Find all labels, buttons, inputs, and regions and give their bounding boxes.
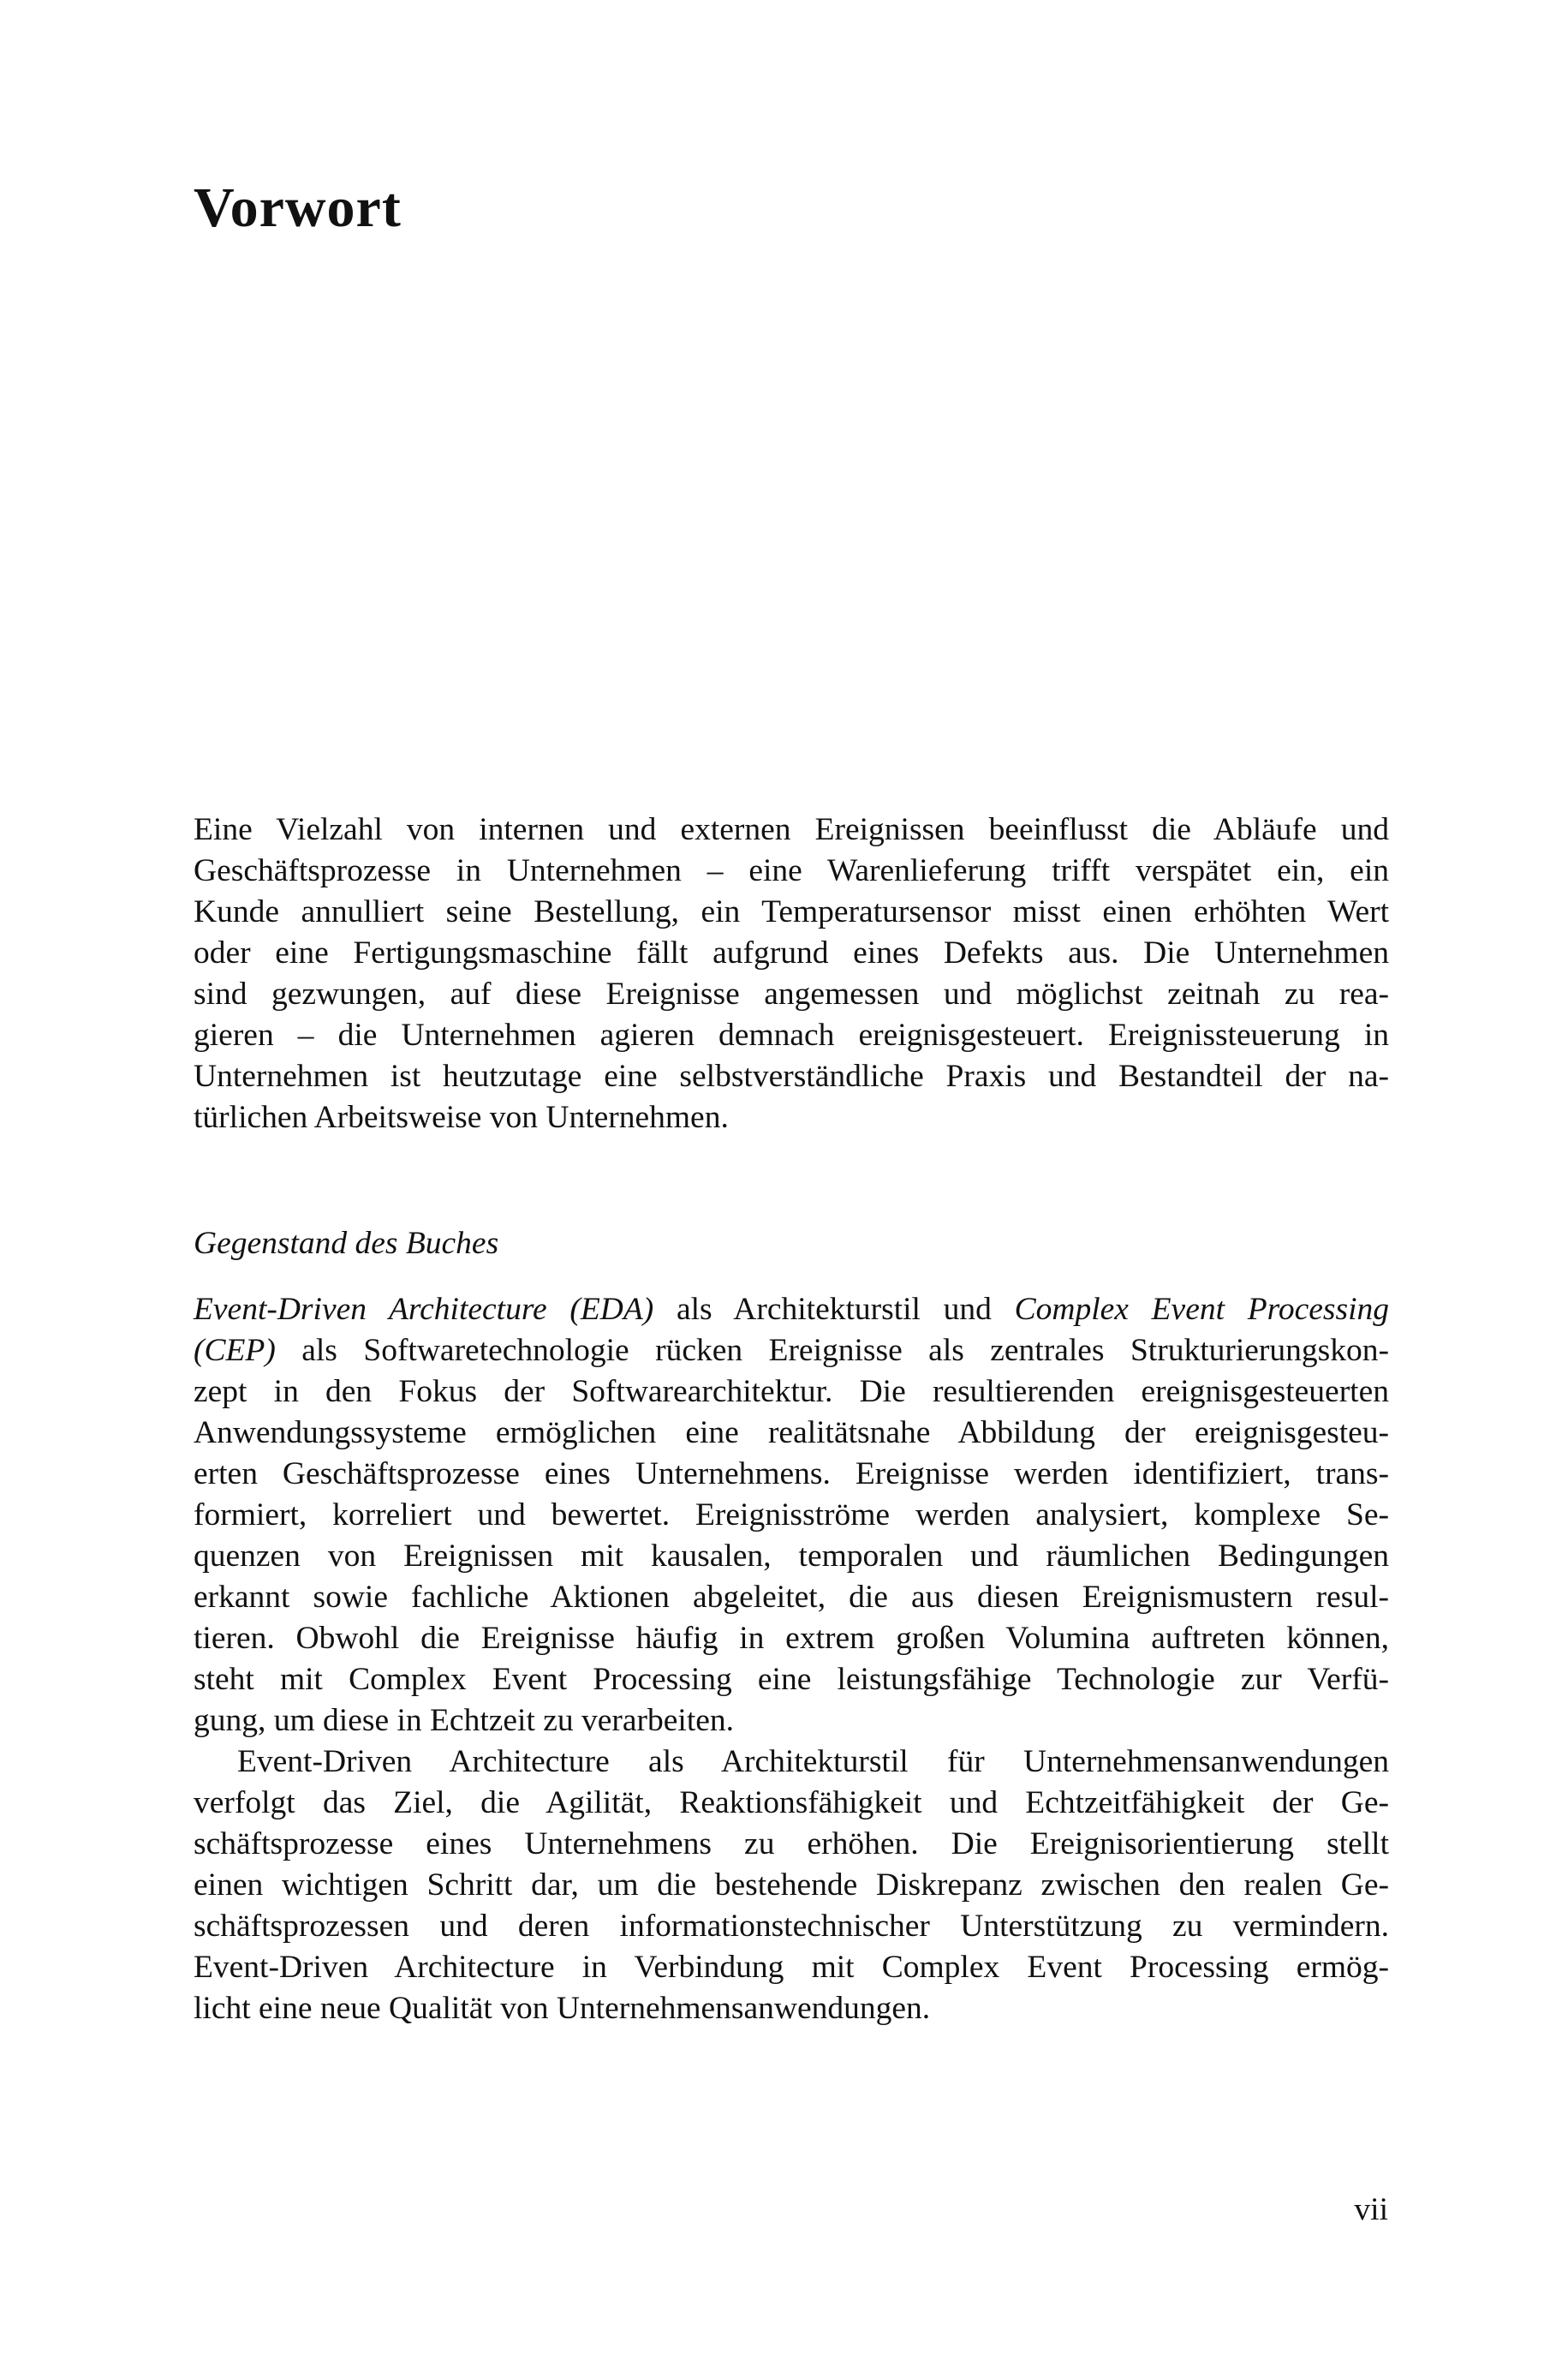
para2-line: verfolgt das Ziel, die Agilität, Reaktionsfähigkeit und Echtzeitfähigkeit der Ge-: [194, 1785, 1389, 1820]
para2-line: einen wichtigen Schritt dar, um die bestehende Diskrepanz zwischen den realen Ge-: [194, 1867, 1389, 1903]
para2-line: Event-Driven Architecture in Verbindung mit Complex Event Processing ermög-: [194, 1950, 1389, 1985]
para1-line: steht mit Complex Event Processing eine leistungsfähige Technologie zur Verfü-: [194, 1662, 1389, 1697]
para1-line: Anwendungssysteme ermöglichen eine realitätsnahe Abbildung der ereignisgesteu-: [194, 1415, 1389, 1450]
para1-line: zept in den Fokus der Softwarearchitektur. Die resultierenden ereignisgesteuerten: [194, 1374, 1389, 1409]
line-text: als Architekturstil und: [653, 1292, 1015, 1327]
term-cep-abbr: (CEP): [194, 1333, 276, 1368]
para1-line: gung, um diese in Echtzeit zu verarbeiten.: [194, 1703, 735, 1738]
intro-line: Eine Vielzahl von internen und externen Ereignissen beeinflusst die Abläufe und: [194, 812, 1389, 847]
intro-line: oder eine Fertigungsmaschine fällt aufgrund eines Defekts aus. Die Unternehmen: [194, 935, 1389, 971]
para1-line: formiert, korreliert und bewertet. Ereignisströme werden analysiert, komplexe Se-: [194, 1497, 1389, 1533]
term-cep: Complex Event Processing: [1014, 1292, 1389, 1327]
para2-line: schäftsprozesse eines Unternehmens zu erhöhen. Die Ereignisorientierung stellt: [194, 1826, 1389, 1861]
term-eda: Event-Driven Architecture (EDA): [194, 1292, 654, 1327]
para2-line: schäftsprozessen und deren informationstechnischer Unterstützung zu vermindern.: [194, 1909, 1389, 1944]
para2-line: Event-Driven Architecture als Architekturstil für Unternehmensanwendungen: [237, 1744, 1389, 1779]
para1-line: [194, 1330, 1389, 1371]
para1-line: erkannt sowie fachliche Aktionen abgeleitet, die aus diesen Ereignismustern resul-: [194, 1580, 1389, 1615]
para2-line: licht eine neue Qualität von Unternehmensanwendungen.: [194, 1991, 931, 2026]
intro-line: türlichen Arbeitsweise von Unternehmen.: [194, 1100, 729, 1135]
para1-line: quenzen von Ereignissen mit kausalen, temporalen und räumlichen Bedingungen: [194, 1539, 1389, 1574]
page-number: vii: [1354, 2192, 1388, 2227]
intro-line: Geschäftsprozesse in Unternehmen – eine Warenlieferung trifft verspätet ein, ein: [194, 853, 1389, 888]
intro-line: Unternehmen ist heutzutage eine selbstverständliche Praxis und Bestandteil der na-: [194, 1059, 1389, 1094]
section-heading: Gegenstand des Buches: [194, 1226, 499, 1261]
intro-line: Kunde annulliert seine Bestellung, ein Temperatursensor misst einen erhöhten Wert: [194, 894, 1389, 929]
para1-line: [194, 1289, 1389, 1330]
para1-line: erten Geschäftsprozesse eines Unternehmens. Ereignisse werden identifiziert, trans-: [194, 1456, 1389, 1491]
intro-line: gieren – die Unternehmen agieren demnach ereignisgesteuert. Ereignissteuerung in: [194, 1018, 1389, 1053]
page-title: Vorwort: [194, 176, 402, 239]
intro-line: sind gezwungen, auf diese Ereignisse angemessen und möglichst zeitnah zu rea-: [194, 977, 1389, 1012]
line-text: als Softwaretechnologie rücken Ereignisse als zentrales Strukturierungskon-: [275, 1333, 1389, 1368]
para1-line: tieren. Obwohl die Ereignisse häufig in extrem großen Volumina auftreten können,: [194, 1621, 1389, 1656]
